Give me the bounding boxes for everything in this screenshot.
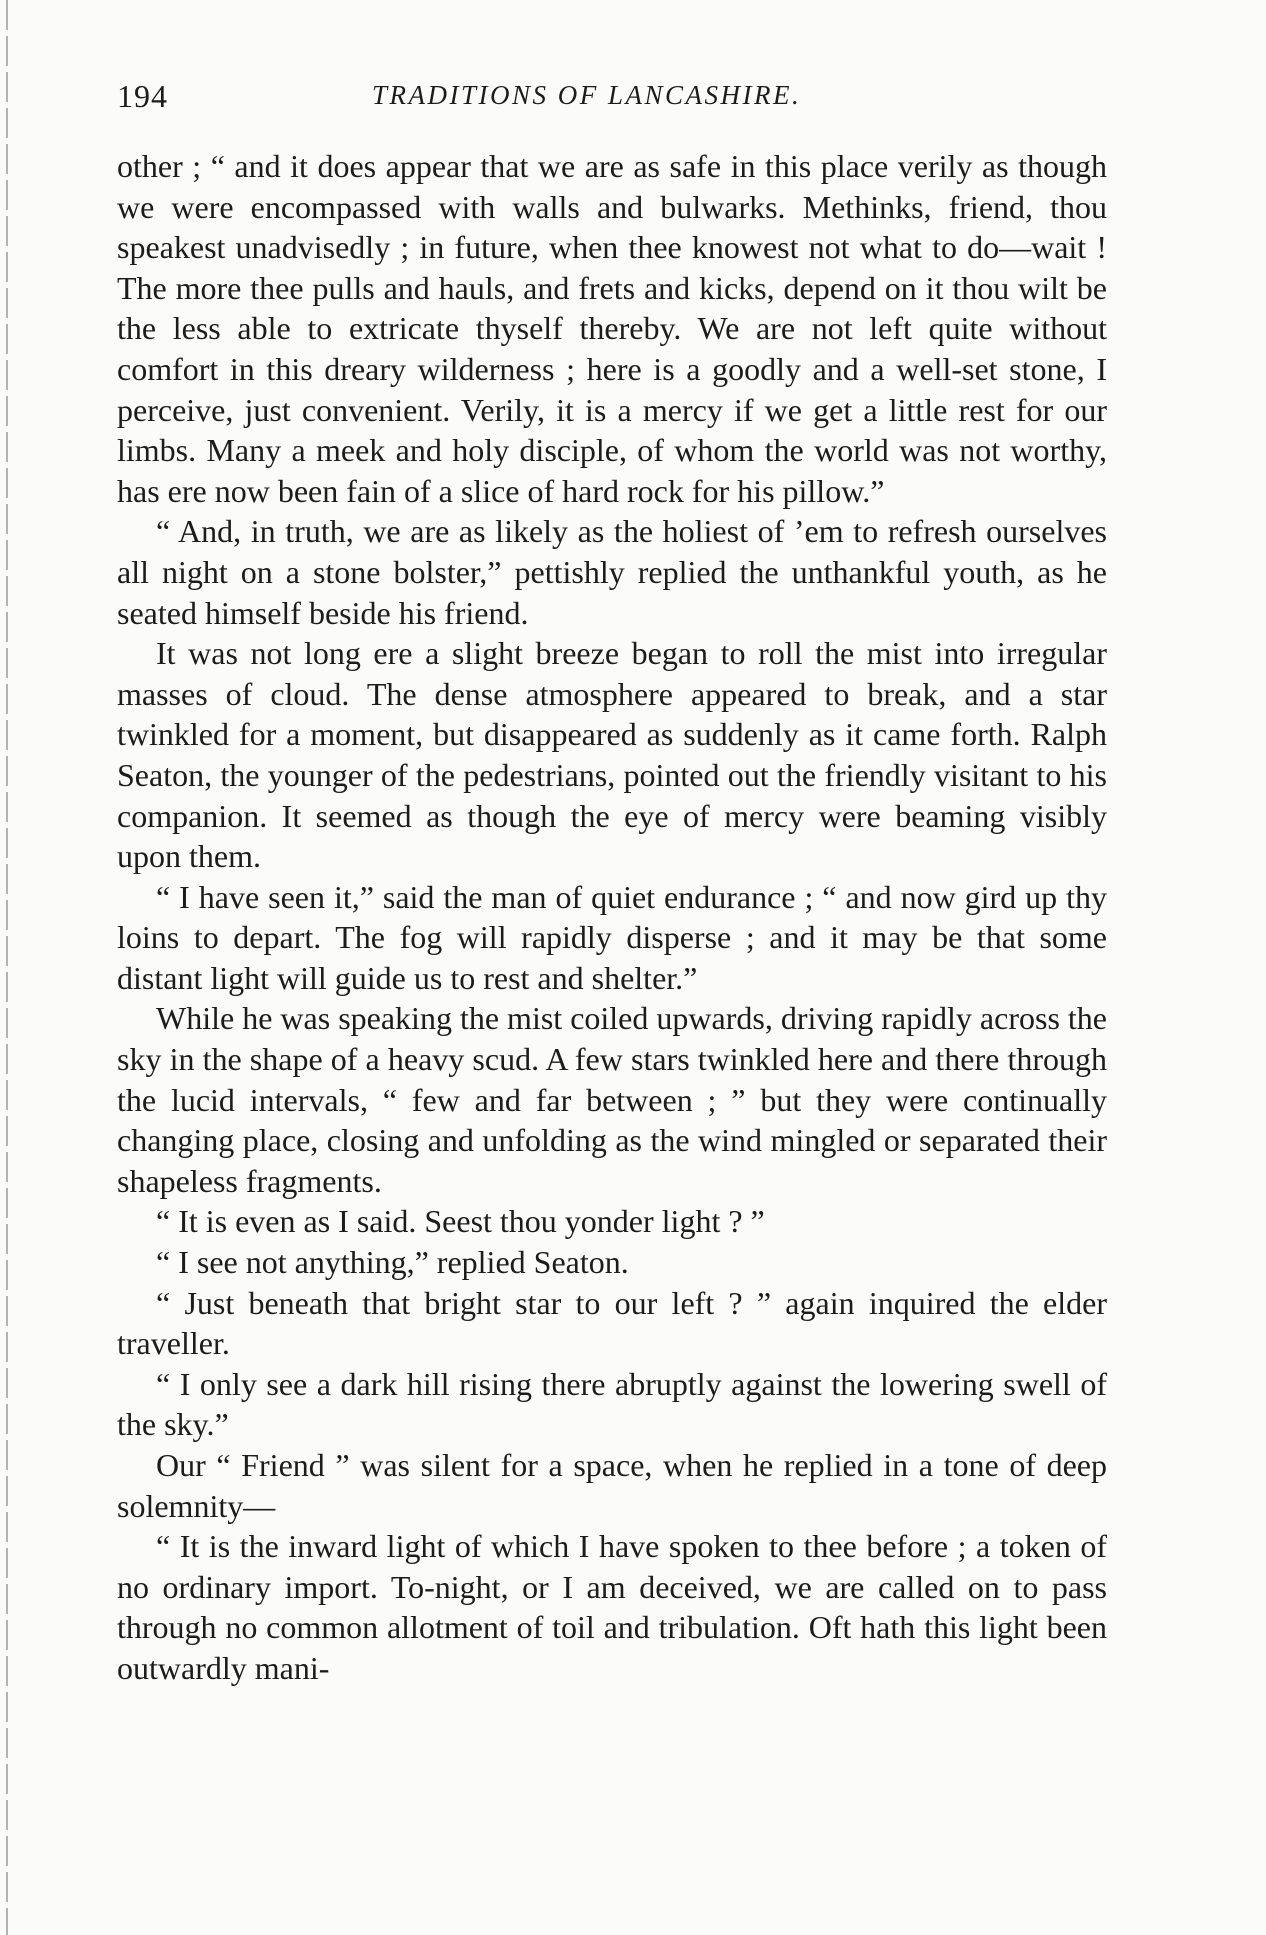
page-number: 194 (117, 78, 168, 114)
paragraph-continued: other ; “ and it does appear that we are as safe in this place verily as though we were encompassed with walls and bulwarks. Methinks, friend, thou speakest unadvisedly ; in future, when thee knowest not what to do—wait ! The more thee pulls and hauls, and frets and kicks, depend on it thou wilt be the less able to extricate thyself thereby. We are not left quite without comfort in this dreary wilderness ; here is a goodly and a well-set stone, I perceive, just convenient. Verily, it is a mercy if we get a little rest for our limbs. Many a meek and holy disciple, of whom the world was not worthy, has ere now been fain of a slice of hard rock for his pillow.” (117, 148, 1107, 509)
paragraph: “ And, in truth, we are as likely as the holiest of ’em to refresh ourselves all night on a stone bolster,” pettishly replied the unthankful youth, as he seated himself beside his friend. (117, 513, 1107, 631)
paragraph: While he was speaking the mist coiled upwards, driving rapidly across the sky in the shape of a heavy scud. A few stars twinkled here and there through the lucid intervals, “ few and far between ; ” but they were continually changing place, closing and unfolding as the wind mingled or separated their shapeless fragments. (117, 1000, 1107, 1199)
page-binding-edge (6, 0, 8, 1935)
running-title: TRADITIONS OF LANCASHIRE. (372, 80, 802, 110)
paragraph: Our “ Friend ” was silent for a space, when he replied in a tone of deep solemnity— (117, 1447, 1107, 1524)
paragraph: It was not long ere a slight breeze began to roll the mist into irregular masses of cloud. The dense atmosphere appeared to break, and a star twinkled for a moment, but disappeared as suddenly as it came forth. Ralph Seaton, the younger of the pedestrians, pointed out the friendly visitant to his companion. It seemed as though the eye of mercy were beaming visibly upon them. (117, 635, 1107, 875)
paragraph: “ It is the inward light of which I have spoken to thee before ; a token of no ordinary import. To-night, or I am deceived, we are called on to pass through no common allotment of toil and tribulation. Oft hath this light been outwardly mani- (117, 1528, 1107, 1686)
paragraph: “ Just beneath that bright star to our left ? ” again inquired the elder traveller. (117, 1284, 1107, 1362)
paragraph: “ I see not anything,” replied Seaton. (156, 1244, 629, 1281)
paragraph: “ I only see a dark hill rising there abruptly against the lowering swell of the sky.” (117, 1365, 1107, 1443)
paragraph: “ I have seen it,” said the man of quiet endurance ; “ and now gird up thy loins to depart. The fog will rapidly disperse ; and it may be that some distant light will guide us to rest and shelter.” (117, 878, 1107, 996)
page-header (117, 78, 1107, 122)
body-text (117, 146, 1107, 1689)
paragraph: “ It is even as I said. Seest thou yonder light ? ” (156, 1203, 765, 1240)
